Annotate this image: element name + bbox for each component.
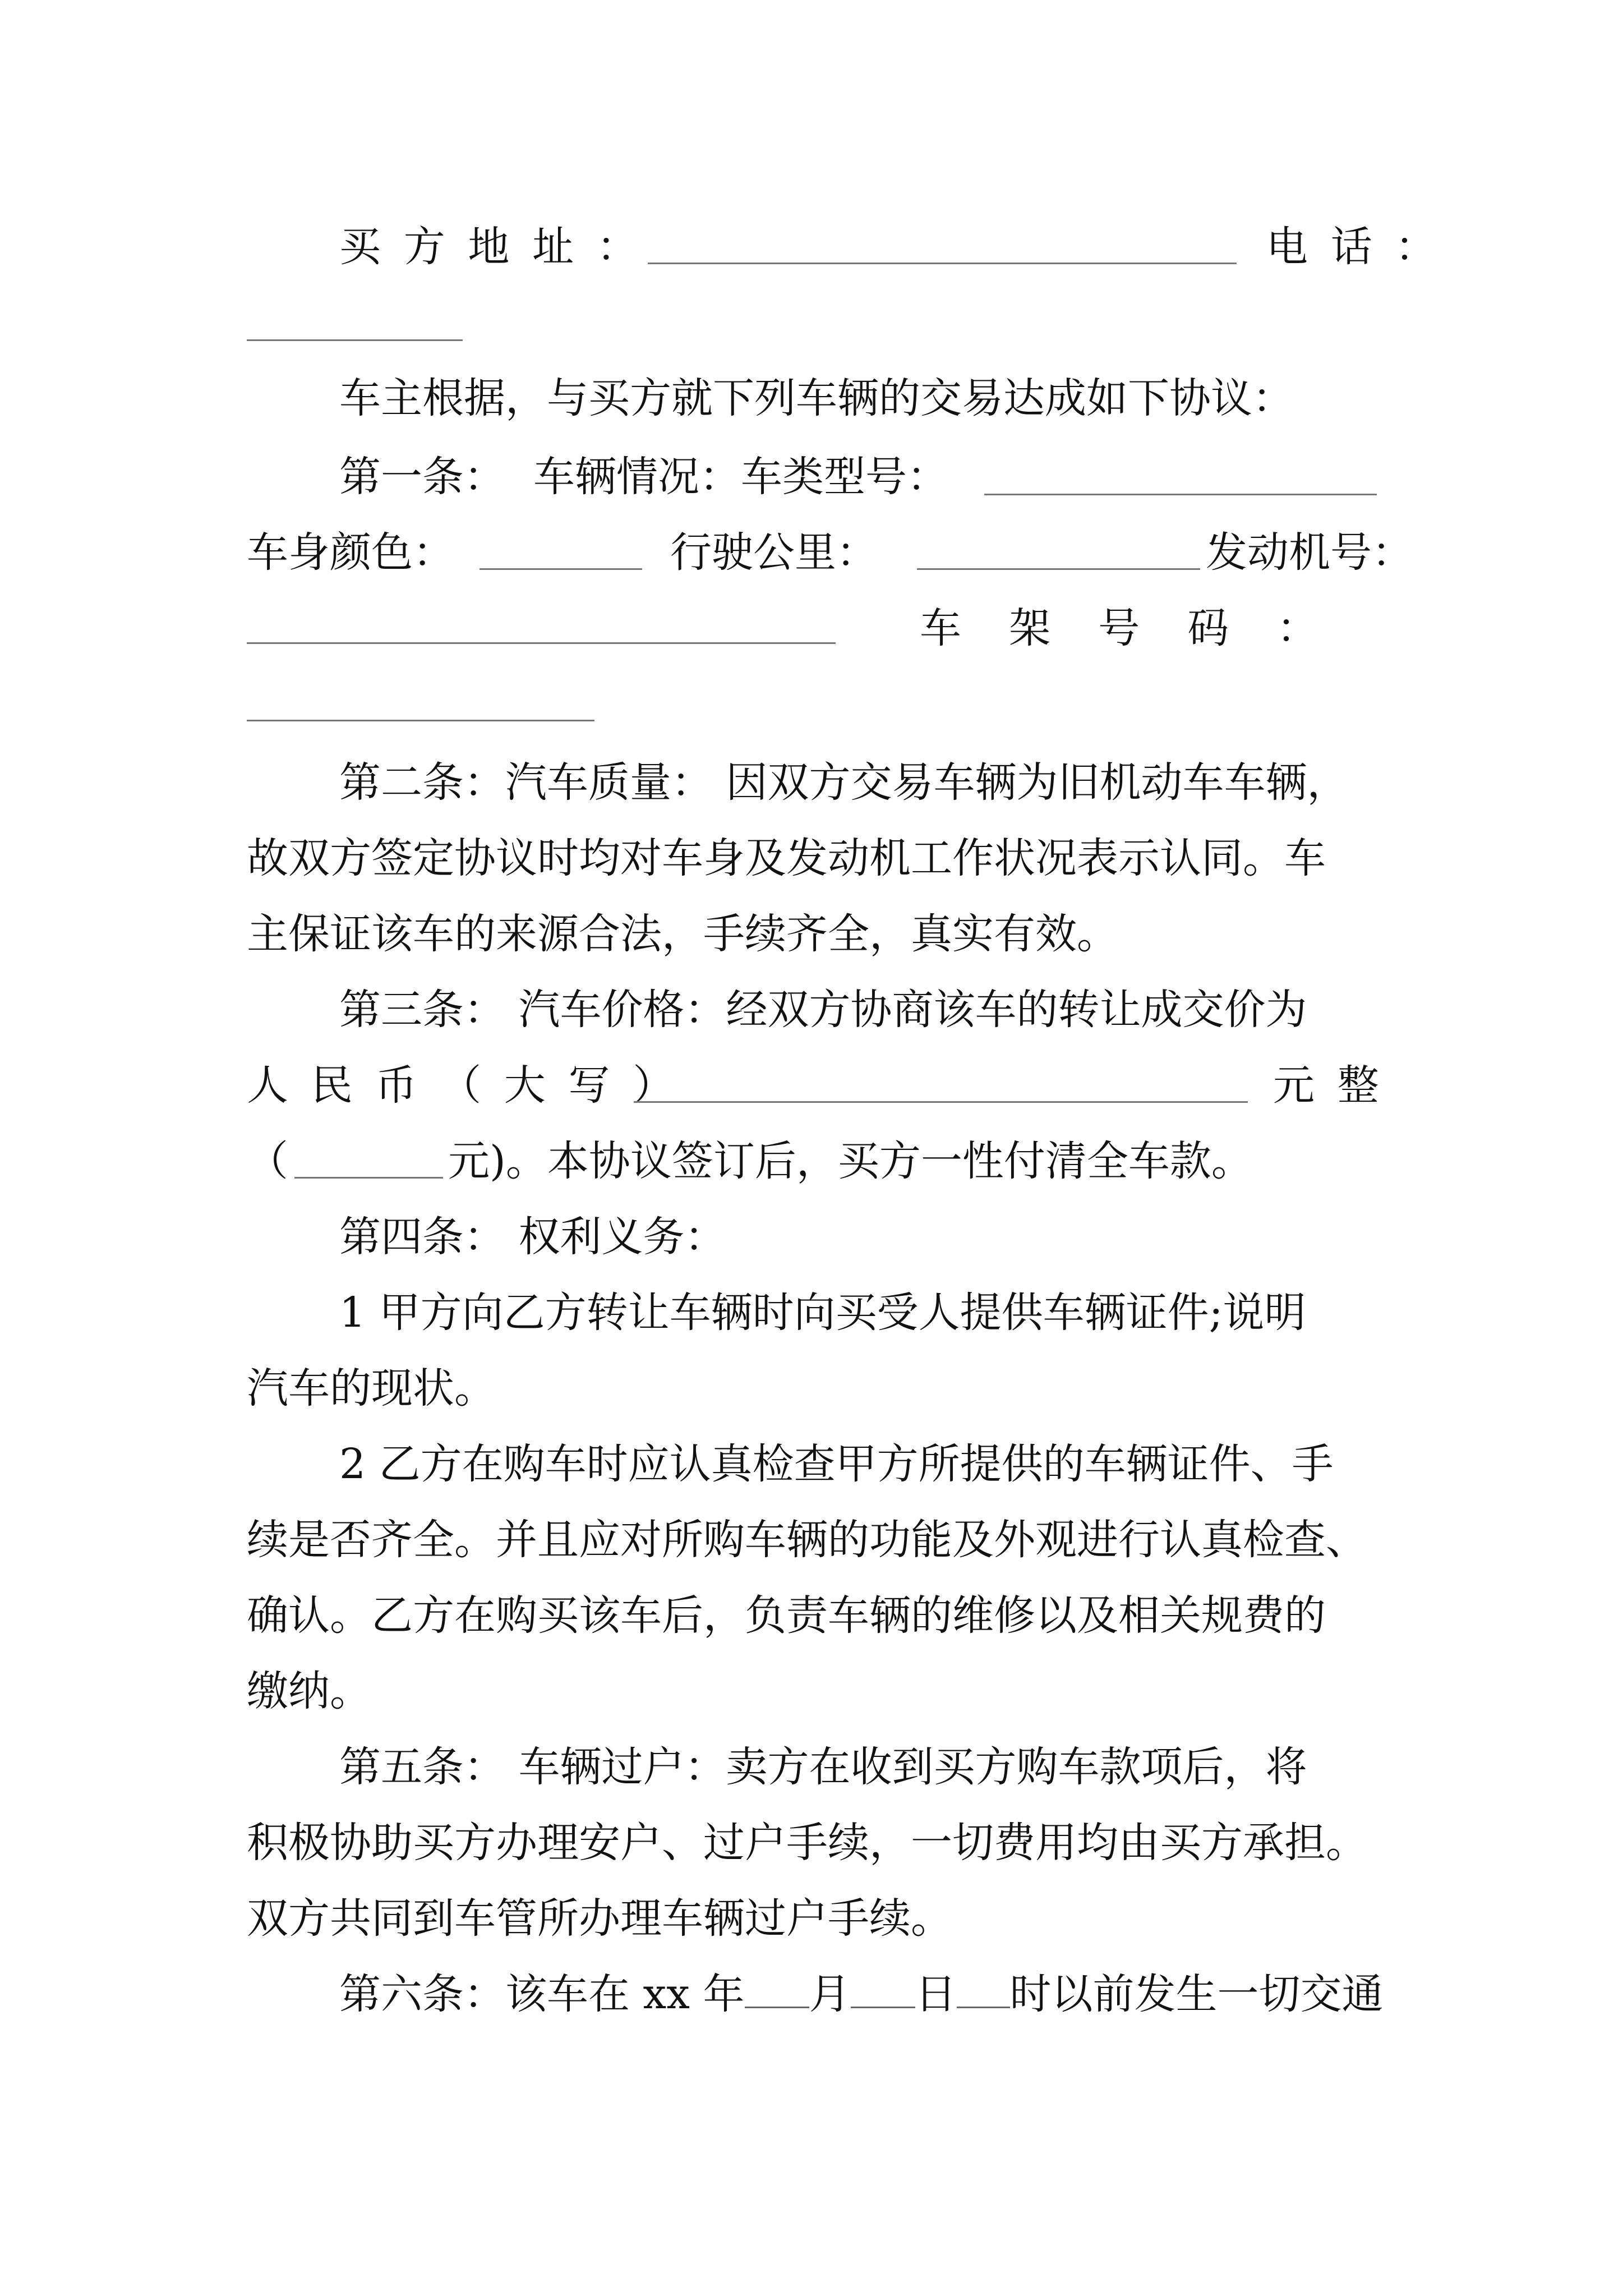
mileage-row	[670, 524, 906, 581]
frame-number-blank	[247, 720, 594, 721]
paren-open: （	[247, 1137, 288, 1185]
numeric-amount-blank	[294, 1177, 443, 1179]
month-blank	[745, 1967, 809, 2008]
hour-blank	[957, 1967, 1010, 2008]
item-1-line-1: 1 甲方向乙方转让车辆时向买受人提供车辆证件;说明	[339, 1289, 1306, 1337]
day-blank	[851, 1967, 915, 2008]
article-3-line-3-text: 元)。本协议签订后，买方一性付清全车款。	[448, 1137, 1253, 1185]
frame-number-label: 车架号码：	[920, 604, 1366, 652]
article-3-line-1: 第三条： 汽车价格：经双方协商该车的转让成交价为	[339, 986, 1307, 1034]
article-6-line-1	[339, 1966, 1384, 2022]
phone-blank	[247, 339, 463, 341]
vehicle-model-blank	[984, 494, 1377, 495]
article-3-line-2	[247, 1057, 1377, 1114]
article-6-year-text: 第六条：该车在 xx 年	[339, 1970, 745, 2018]
vehicle-model-label: 车辆情况：车类型号：	[533, 453, 948, 501]
article-2-line-3: 主保证该车的来源合法，手续齐全，真实有效。	[247, 910, 1118, 958]
rmb-amount-blank	[634, 1101, 1248, 1103]
mileage-blank	[917, 568, 1200, 570]
article-2-line-2: 故双方签定协议时均对车身及发动机工作状况表示认同。车	[247, 834, 1326, 882]
engine-number-blank	[247, 642, 836, 644]
buyer-address-row	[339, 219, 1377, 275]
engine-number-label: 发动机号：	[1206, 528, 1413, 577]
article-1-row	[339, 449, 1377, 505]
phone-row	[1266, 219, 1460, 275]
article-5-line-1: 第五条： 车辆过户：卖方在收到买方购车款项后，将	[339, 1743, 1307, 1791]
engine-row	[1206, 524, 1413, 581]
phone-label: 电话：	[1266, 223, 1460, 271]
article-6-rest: 时以前发生一切交通	[1009, 1970, 1384, 2018]
item-2-line-4: 缴纳。	[247, 1667, 371, 1715]
yuan-row	[1273, 1057, 1402, 1114]
buyer-address-blank	[648, 263, 1237, 264]
body-color-blank	[479, 568, 642, 570]
rmb-label: 人民币（大写）	[247, 1061, 697, 1110]
buyer-address-label: 买方地址：	[339, 223, 661, 271]
item-2-line-3: 确认。乙方在购买该车后，负责车辆的维修以及相关规费的	[247, 1591, 1326, 1640]
item-1-line-2: 汽车的现状。	[247, 1364, 496, 1412]
frame-row	[920, 600, 1368, 656]
day-label: 日	[915, 1970, 957, 2018]
month-label: 月	[809, 1970, 851, 2018]
article-4-heading: 第四条： 权利义务：	[339, 1213, 726, 1261]
intro-text: 车主根据，与买方就下列车辆的交易达成如下协议：	[339, 374, 1294, 422]
item-2-line-2: 续是否齐全。并且应对所购车辆的功能及外观进行认真检查、	[247, 1516, 1367, 1564]
body-color-label: 车身颜色：	[247, 528, 454, 577]
article-1-heading: 第一条：	[339, 453, 505, 501]
article-2-line-1: 第二条：汽车质量： 因双方交易车辆为旧机动车车辆，	[339, 758, 1349, 807]
item-2-line-1: 2 乙方在购车时应认真检查甲方所提供的车辆证件、手	[339, 1440, 1334, 1488]
article-3-line-3	[247, 1133, 1377, 1189]
article-5-line-3: 双方共同到车管所办理车辆过户手续。	[247, 1894, 952, 1943]
mileage-label: 行驶公里：	[670, 528, 878, 577]
article-5-line-2: 积极协助买方办理安户、过户手续，一切费用均由买方承担。	[247, 1819, 1367, 1867]
yuan-label: 元整	[1273, 1061, 1402, 1110]
